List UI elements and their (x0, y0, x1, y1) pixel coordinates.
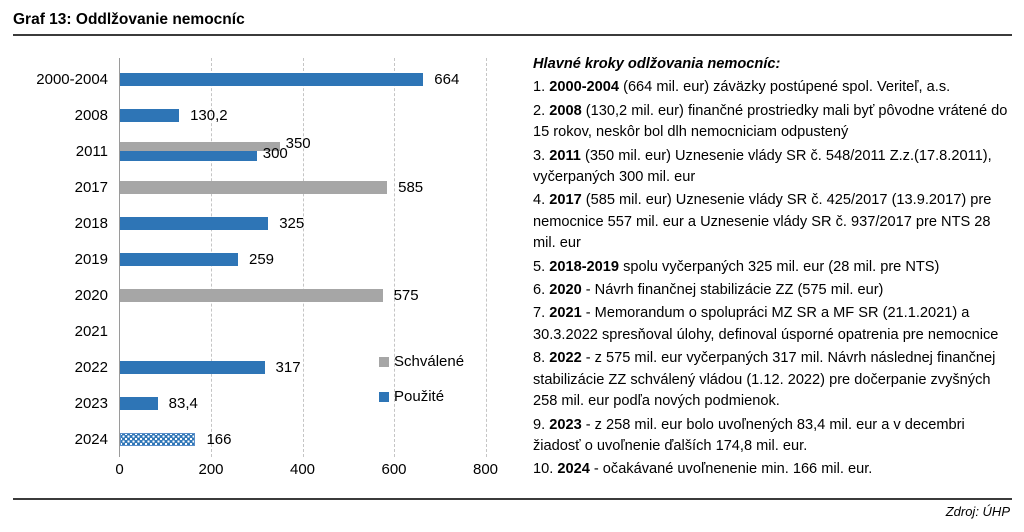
note-year: 2017 (549, 192, 582, 209)
value-label-2020: 575 (393, 286, 419, 304)
x-tick-label: 400 (289, 461, 316, 478)
gridline-400 (303, 58, 304, 457)
gridline-800 (486, 58, 487, 457)
bar-2011-Použité (120, 151, 257, 161)
source-label: Zdroj: ÚHP (945, 504, 1010, 519)
legend-item-Schválené (379, 353, 464, 371)
note-year: 2023 (549, 416, 582, 433)
bar-2017-Schválené (120, 181, 388, 194)
bar-2022-Použité (120, 361, 265, 374)
note-item-3: 3. 2011 (350 mil. eur) Uznesenie vlády SR č. 548/2011 Z.z.(17.8.2011), vyčerpaných 300 mil. eur (533, 147, 992, 186)
category-label-2022: 2022 (74, 358, 108, 376)
note-item-2: 2. 2008 (130,2 mil. eur) finančné prostriedky mali byť pôvodne vrátené do 15 rokov, neskôr bol dlh nemocniciam odpustený (533, 102, 1008, 141)
chart-title: Graf 13: Oddlžovanie nemocníc (13, 11, 245, 28)
legend-swatch-Použité (379, 392, 389, 402)
category-label-2019: 2019 (74, 250, 108, 268)
value-label-2022: 317 (275, 358, 301, 376)
footer-rule (13, 498, 1012, 500)
legend-label: Použité (394, 388, 445, 405)
note-year: 2024 (557, 461, 590, 478)
note-item-6: 6. 2020 - Návrh finančnej stabilizácie ZZ (575 mil. eur) (533, 282, 884, 299)
category-label-2018: 2018 (74, 214, 108, 232)
note-item-4: 4. 2017 (585 mil. eur) Uznesenie vlády SR č. 425/2017 (13.9.2017) pre nemocnice 557 mil. eur a Uznesenie vlády SR č. 937/2017 pre NTS 28 mil. eur (533, 192, 992, 252)
bar-2000-2004-Použité (120, 73, 424, 86)
notes-list (533, 77, 1012, 480)
notes-panel (533, 54, 1012, 483)
category-label-2020: 2020 (74, 286, 108, 304)
note-year: 2011 (549, 147, 581, 164)
note-item-1: 1. 2000-2004 (664 mil. eur) záväzky postúpené spol. Veriteľ, a.s. (533, 79, 951, 96)
x-tick-label: 800 (472, 461, 499, 478)
note-item-10: 10. 2024 - očakávané uvoľnenenie min. 166 mil. eur. (533, 461, 873, 478)
x-tick-label: 200 (198, 461, 224, 478)
note-year: 2000-2004 (549, 79, 620, 96)
value-label-2008: 130,2 (190, 106, 228, 124)
value-label-2019: 259 (248, 250, 275, 268)
note-year: 2018-2019 (549, 258, 620, 275)
value-label-2000-2004: 664 (434, 70, 460, 88)
bar-2011-Schválené (120, 142, 280, 152)
value-label-2024: 166 (206, 430, 232, 448)
legend-item-Použité (379, 388, 444, 406)
note-year: 2021 (549, 305, 582, 322)
notes-heading: Hlavné kroky odlžovania nemocníc: (533, 56, 781, 72)
bar-2008-Použité (120, 109, 180, 122)
note-item-9: 9. 2023 - z 258 mil. eur bolo uvoľnených 83,4 mil. eur a v decembri žiadosť o uvoľnenie ďalších 174,8 mil. eur. (533, 416, 965, 454)
category-label-2024: 2024 (74, 430, 108, 448)
category-label-2017: 2017 (74, 178, 108, 196)
note-year: 2020 (549, 282, 582, 299)
category-label-2023: 2023 (74, 394, 108, 412)
value-label-2011-Schválené: 350 (285, 134, 311, 152)
category-label-2021: 2021 (74, 322, 108, 340)
legend-swatch-Schválené (379, 357, 389, 367)
category-label-2000-2004: 2000-2004 (36, 70, 108, 88)
category-label-2011: 2011 (75, 142, 108, 160)
bar-2018-Použité (120, 217, 269, 230)
value-label-2018: 325 (279, 214, 305, 232)
legend-label: Schválené (394, 353, 465, 370)
bar-2023-Použité (120, 397, 158, 410)
bar-chart (0, 0, 532, 500)
note-year: 2022 (549, 350, 582, 367)
category-label-2008: 2008 (74, 106, 108, 124)
value-label-2023: 83,4 (168, 394, 198, 412)
note-item-8: 8. 2022 - z 575 mil. eur vyčerpaných 317 mil. Návrh následnej finančnej stabilizácie ZZ schválený vládou (1.12. 2022) pre dočerpanie zvyšných 258 mil. eur podľa nových podmienok. (533, 350, 996, 410)
bar-2019-Použité (120, 253, 238, 266)
bar-2024-Použité (120, 433, 196, 446)
note-item-5: 5. 2018-2019 spolu vyčerpaných 325 mil. eur (28 mil. pre NTS) (533, 258, 940, 275)
x-tick-label: 0 (115, 461, 124, 478)
value-label-2017: 585 (398, 178, 424, 196)
note-year: 2008 (549, 102, 582, 119)
value-label-2011-Použité: 300 (262, 145, 288, 162)
x-tick-label: 600 (381, 461, 407, 478)
bar-2020-Schválené (120, 289, 383, 302)
note-item-7: 7. 2021 - Memorandum o spolupráci MZ SR a MF SR (21.1.2021) a 30.3.2022 spresňoval úlohy, definoval úsporné opatrenia pre nemocnice (533, 305, 999, 343)
